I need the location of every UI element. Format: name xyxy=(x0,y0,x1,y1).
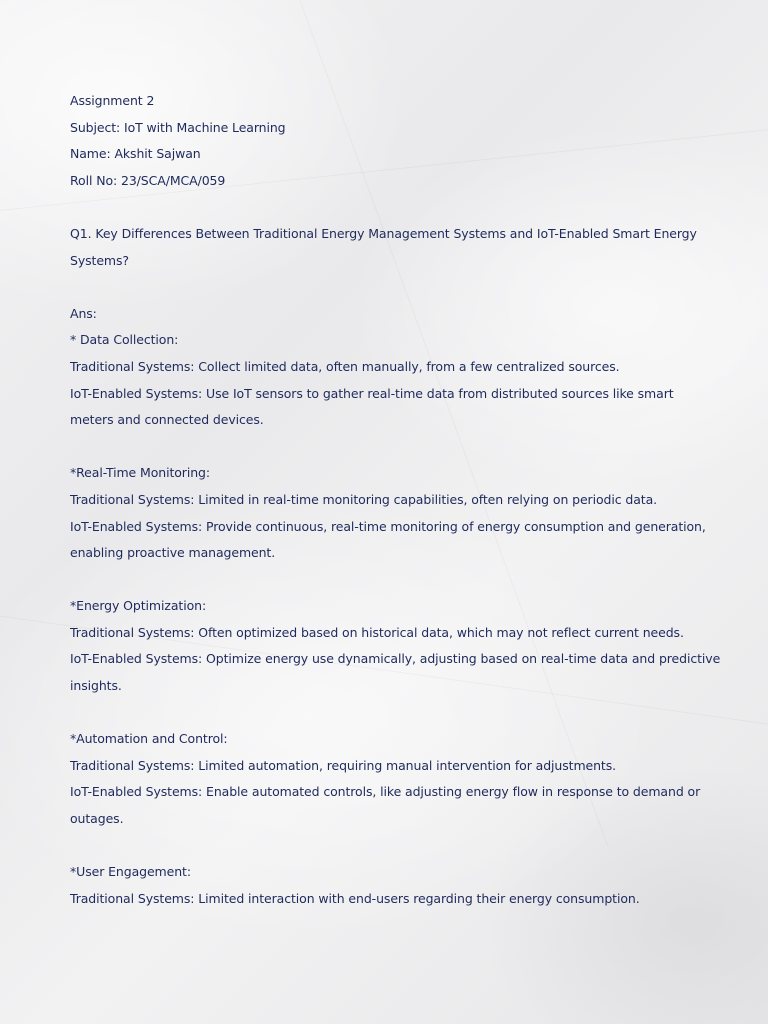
section-text: Traditional Systems: Often optimized based on historical data, which may not reflect current needs. xyxy=(70,624,684,640)
section-text: Traditional Systems: Limited in real-time monitoring capabilities, often relying on periodic data. xyxy=(70,491,658,507)
section-text: Traditional Systems: Limited interaction with end-users regarding their energy consumption. xyxy=(70,890,640,906)
section-text: enabling proactive management. xyxy=(70,545,276,561)
section-heading: * Data Collection: xyxy=(70,332,179,348)
document-body xyxy=(70,88,730,912)
section-heading: *Automation and Control: xyxy=(70,731,228,747)
section-text: Traditional Systems: Collect limited data, often manually, from a few centralized sources. xyxy=(70,358,620,374)
section-text: IoT-Enabled Systems: Provide continuous, real-time monitoring of energy consumption and generation, xyxy=(70,518,706,534)
question-line-2: Systems? xyxy=(70,252,129,268)
section-heading: *User Engagement: xyxy=(70,864,191,880)
section-heading: *Real-Time Monitoring: xyxy=(70,465,210,481)
subject-line: Subject: IoT with Machine Learning xyxy=(70,119,286,135)
section-text: IoT-Enabled Systems: Enable automated controls, like adjusting energy flow in response to demand or xyxy=(70,784,701,800)
section-text: meters and connected devices. xyxy=(70,412,264,428)
answer-label: Ans: xyxy=(70,305,97,321)
assignment-title: Assignment 2 xyxy=(70,93,155,108)
section-text: insights. xyxy=(70,678,122,694)
section-heading: *Energy Optimization: xyxy=(70,598,207,614)
student-name: Name: Akshit Sajwan xyxy=(70,146,201,162)
question-line-1: Q1. Key Differences Between Traditional Energy Management Systems and IoT-Enabled Smart Energy xyxy=(70,225,697,241)
roll-number: Roll No: 23/SCA/MCA/059 xyxy=(70,172,226,188)
section-text: IoT-Enabled Systems: Optimize energy use dynamically, adjusting based on real-time data and predictive xyxy=(70,651,721,667)
section-text: outages. xyxy=(70,811,124,827)
section-text: IoT-Enabled Systems: Use IoT sensors to gather real-time data from distributed sources like smart xyxy=(70,385,674,401)
section-text: Traditional Systems: Limited automation, requiring manual intervention for adjustments. xyxy=(70,757,617,773)
